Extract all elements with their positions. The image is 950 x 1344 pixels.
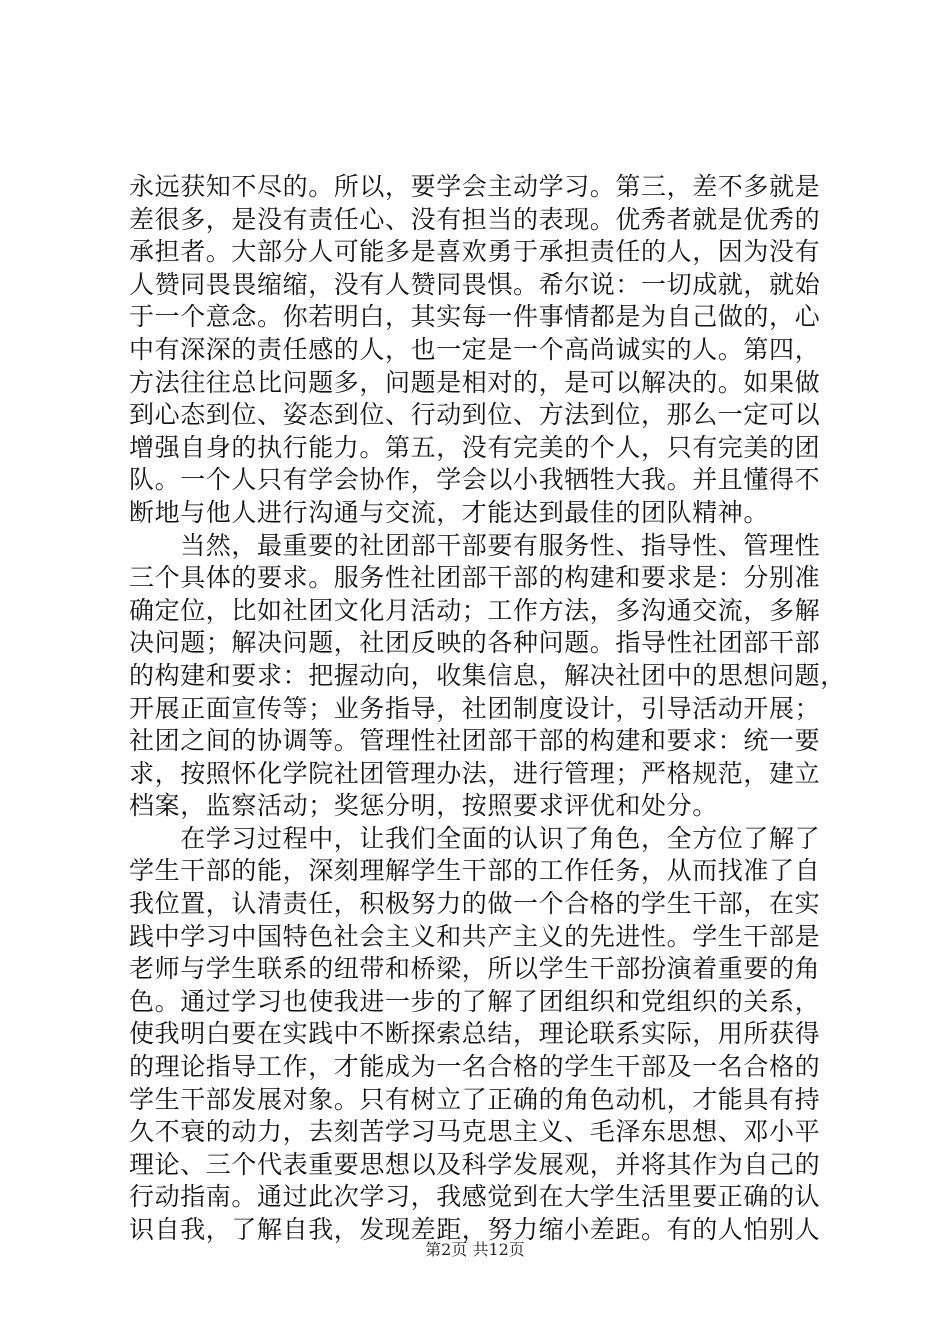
text-line: 承担者。大部分人可能多是喜欢勇于承担责任的人，因为没有: [129, 237, 821, 267]
text-line: 开展正面宣传等；业务指导，社团制度设计，引导活动开展；: [129, 693, 821, 723]
text-line: 求，按照怀化学院社团管理办法，进行管理；严格规范，建立: [129, 758, 821, 788]
text-line: 践中学习中国特色社会主义和共产主义的先进性。学生干部是: [129, 921, 821, 951]
text-line: 于一个意念。你若明白，其实每一件事情都是为自己做的，心: [129, 302, 821, 332]
text-line: 老师与学生联系的纽带和桥梁，所以学生干部扮演着重要的角: [129, 954, 821, 984]
text-line: 久不衰的动力，去刻苦学习马克思主义、毛泽东思想、邓小平: [129, 1117, 821, 1147]
text-line: 决问题；解决问题，社团反映的各种问题。指导性社团部干部: [129, 628, 821, 658]
text-line: 到心态到位、姿态到位、行动到位、方法到位，那么一定可以: [129, 400, 821, 430]
text-line: 差很多，是没有责任心、没有担当的表现。优秀者就是优秀的: [129, 204, 821, 234]
text-line: 行动指南。通过此次学习，我感觉到在大学生活里要正确的认: [129, 1182, 821, 1212]
text-line: 社团之间的协调等。管理性社团部干部的构建和要求：统一要: [129, 726, 821, 756]
text-line: 在学习过程中，让我们全面的认识了角色，全方位了解了: [129, 823, 821, 853]
body-text: [129, 171, 846, 1247]
text-line: 断地与他人进行沟通与交流，才能达到最佳的团队精神。: [129, 497, 770, 527]
text-line: 方法往往总比问题多，问题是相对的，是可以解决的。如果做: [129, 367, 821, 397]
text-line: 三个具体的要求。服务性社团部干部的构建和要求是：分别准: [129, 563, 821, 593]
text-line: 队。一个人只有学会协作，学会以小我牺牲大我。并且懂得不: [129, 465, 821, 495]
text-line: 学生干部发展对象。只有树立了正确的角色动机，才能具有持: [129, 1084, 821, 1114]
text-line: 学生干部的能，深刻理解学生干部的工作任务，从而找准了自: [129, 856, 821, 886]
text-line: 人赞同畏畏缩缩，没有人赞同畏惧。希尔说：一切成就，就始: [129, 269, 821, 299]
text-line: 的理论指导工作，才能成为一名合格的学生干部及一名合格的: [129, 1052, 821, 1082]
text-line: 中有深深的责任感的人，也一定是一个高尚诚实的人。第四，: [129, 334, 821, 364]
text-line: 的构建和要求：把握动向，收集信息，解决社团中的思想问题，: [129, 660, 846, 690]
text-line: 色。通过学习也使我进一步的了解了团组织和党组织的关系，: [129, 986, 821, 1016]
page-footer: [0, 1240, 950, 1260]
text-line: 识自我，了解自我，发现差距，努力缩小差距。有的人怕别人: [129, 1215, 821, 1244]
text-line: 永远获知不尽的。所以，要学会主动学习。第三，差不多就是: [129, 172, 821, 201]
text-line: 档案，监察活动；奖惩分明，按照要求评优和处分。: [129, 791, 718, 821]
text-line: 确定位，比如社团文化月活动；工作方法，多沟通交流，多解: [129, 595, 821, 625]
text-line: 我位置，认清责任，积极努力的做一个合格的学生干部，在实: [129, 889, 821, 919]
text-line: 使我明白要在实践中不断探索总结，理论联系实际，用所获得: [129, 1019, 821, 1049]
text-line: 增强自身的执行能力。第五，没有完美的个人，只有完美的团: [129, 432, 821, 462]
text-line: 理论、三个代表重要思想以及科学发展观，并将其作为自己的: [129, 1149, 821, 1179]
text-line: 当然，最重要的社团部干部要有服务性、指导性、管理性: [129, 530, 821, 560]
page-number-label: 第2页 共12页: [425, 1240, 525, 1259]
